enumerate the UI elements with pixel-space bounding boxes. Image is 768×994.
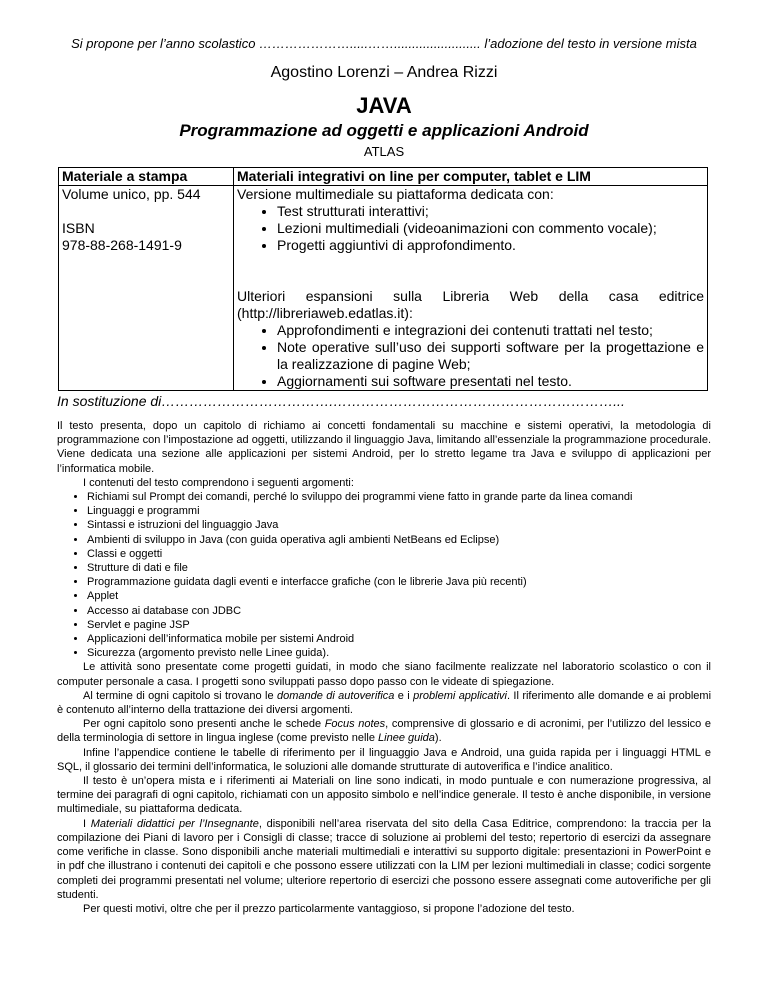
list-item: • Sintassi e istruzioni del linguaggio Java	[87, 518, 711, 532]
list-item: • Strutture di dati e file	[87, 561, 711, 575]
isbn-value: 978-88-268-1491-9	[62, 237, 182, 253]
topics-list	[57, 490, 711, 660]
web-intro: Ulteriori espansioni sulla Libreria Web della casa editrice (http://libreriaweb.edatlas.it):	[237, 288, 704, 321]
list-item: • Classi e oggetti	[87, 547, 711, 561]
intro-paragraph: Il testo presenta, dopo un capitolo di richiamo ai concetti fondamentali su macchine e sistemi operativi, la metodologia di programmazione con l’impostazione ad oggetti, utilizzando il linguaggio Java, limitando all’essenziale la programmazione procedurale. Viene dedicata una sezione alle applicazioni per sistemi Android, per lo stretto legame tra Java e sviluppo di applicazioni per l’informatica mobile.	[57, 420, 711, 475]
list-item: • Progetti aggiuntivi di approfondimento.	[277, 237, 704, 254]
emphasis: domande di autoverifica	[276, 689, 395, 702]
emphasis: Focus notes	[324, 718, 386, 731]
emphasis: Linee guida	[378, 732, 435, 745]
list-item: • Accesso ai database con JDBC	[87, 604, 711, 618]
list-item: • Applicazioni dell’informatica mobile per sistemi Android	[87, 632, 711, 646]
print-material-header: Materiale a stampa	[59, 168, 234, 186]
list-item: • Sicurezza (argomento previsto nelle Linee guida).	[87, 646, 711, 660]
mixed-work-paragraph: Il testo è un’opera mista e i riferimenti ai Materiali on line sono indicati, in modo puntuale e con numerazione progressiva, al termine dei paragrafi di ogni capitolo, richiamati con un apposito simbolo e nell’indice generale. Il testo è anche disponibile, in versione multimediale, su piattaforma dedicata.	[57, 775, 711, 816]
list-item: • Note operative sull’uso dei supporti software per la progettazione e la realizzazione di pagine Web;	[277, 339, 704, 373]
replacement-line: In sostituzione di……………………………….……………………………………………………...	[57, 393, 625, 409]
exercises-paragraph	[57, 689, 711, 717]
web-list	[237, 322, 704, 390]
text-span: . Il riferimento alle domande e ai problemi è contenuto all’interno della trattazione dei diversi argomenti.	[57, 689, 712, 717]
list-item: • Aggiornamenti sui software presentati nel testo.	[277, 373, 704, 390]
list-item: • Applet	[87, 589, 711, 603]
appendix-paragraph: Infine l’appendice contiene le tabelle di riferimento per il linguaggio Java e Android, una guida rapida per i linguaggi HTML e SQL, il glossario dei termini dell’informatica, le soluzioni alle domande strutturate di autoverifica e l’indice analitico.	[57, 746, 711, 773]
focus-notes-paragraph	[57, 717, 711, 745]
proposal-line: Si propone per l’anno scolastico ………………….....……........................ l’adozione del testo in versione mista	[71, 36, 697, 51]
multimedia-list	[237, 203, 704, 254]
text-span: , comprensive di glossario e di acronimi, per l’utilizzo del lessico e della terminologia di settore in lingua inglese (come previsto nelle	[57, 718, 711, 745]
description-body	[57, 419, 711, 916]
conclusion-paragraph: Per questi motivi, oltre che per il prezzo particolarmente vantaggioso, si propone l’adozione del testo.	[83, 902, 575, 915]
emphasis: problemi applicativi	[413, 689, 507, 702]
list-item: • Servlet e pagine JSP	[87, 618, 711, 632]
materials-table	[58, 167, 708, 391]
online-material-header: Materiali integrativi on line per computer, tablet e LIM	[234, 168, 708, 186]
book-publisher: ATLAS	[363, 144, 405, 159]
activities-paragraph: Le attività sono presentate come progetti guidati, in modo che siano facilmente realizzate nel laboratorio scolastico o con il computer personale a casa. I progetti sono sviluppati passo dopo passo con le videate di spiegazione.	[57, 661, 711, 688]
list-item: • Programmazione guidata dagli eventi e interfacce grafiche (con le librerie Java più recenti)	[87, 575, 711, 589]
text-span: ).	[434, 732, 442, 745]
book-authors: Agostino Lorenzi – Andrea Rizzi	[270, 64, 498, 81]
book-subtitle: Programmazione ad oggetti e applicazioni Android	[179, 121, 589, 140]
online-material-cell	[234, 186, 708, 391]
multimedia-intro: Versione multimediale su piattaforma dedicata con:	[237, 186, 554, 202]
print-material-cell	[59, 186, 234, 391]
book-title: JAVA	[356, 93, 412, 118]
emphasis: Materiali didattici per l’Insegnante	[90, 817, 259, 830]
volume-info: Volume unico, pp. 544	[62, 186, 201, 202]
list-item: • Lezioni multimediali (videoanimazioni con commento vocale);	[277, 220, 704, 237]
text-span: I	[83, 817, 91, 830]
text-span: Al termine di ogni capitolo si trovano le	[83, 689, 277, 702]
list-item: • Ambienti di sviluppo in Java (con guida operativa agli ambienti NetBeans ed Eclipse)	[87, 533, 711, 547]
list-item: • Approfondimenti e integrazioni dei contenuti trattati nel testo;	[277, 322, 704, 339]
teacher-materials-paragraph	[57, 817, 711, 902]
topics-intro: I contenuti del testo comprendono i seguenti argomenti:	[83, 476, 354, 489]
text-span: , disponibili nell’area riservata del sito della Casa Editrice, comprendono: la traccia per la compilazione dei Piani di lavoro per i Consigli di classe; tracce di soluzione ai problemi del testo; repertorio di esercizi da assegnare come verifiche in classe. Sono disponibili anche materiali multimediali e interattivi su supporto digitale: presentazioni in PowerPoint e in pdf che illustrano i contenuti dei capitoli e che possono essere utilizzati con la LIM per lezioni multimediali in classe; codici sorgente completi dei programmi presentati nel volume; ulteriore repertorio di esercizi che possono essere assegnati come autoverifiche per gli studenti.	[57, 817, 711, 901]
isbn-label: ISBN	[62, 220, 95, 236]
text-span: e i	[394, 689, 414, 702]
text-span: Per ogni capitolo sono presenti anche le schede	[83, 718, 325, 731]
list-item: • Test strutturati interattivi;	[277, 203, 704, 220]
list-item: • Linguaggi e programmi	[87, 504, 711, 518]
list-item: • Richiami sul Prompt dei comandi, perché lo sviluppo dei programmi viene fatto in grande parte da linea comandi	[87, 490, 711, 504]
